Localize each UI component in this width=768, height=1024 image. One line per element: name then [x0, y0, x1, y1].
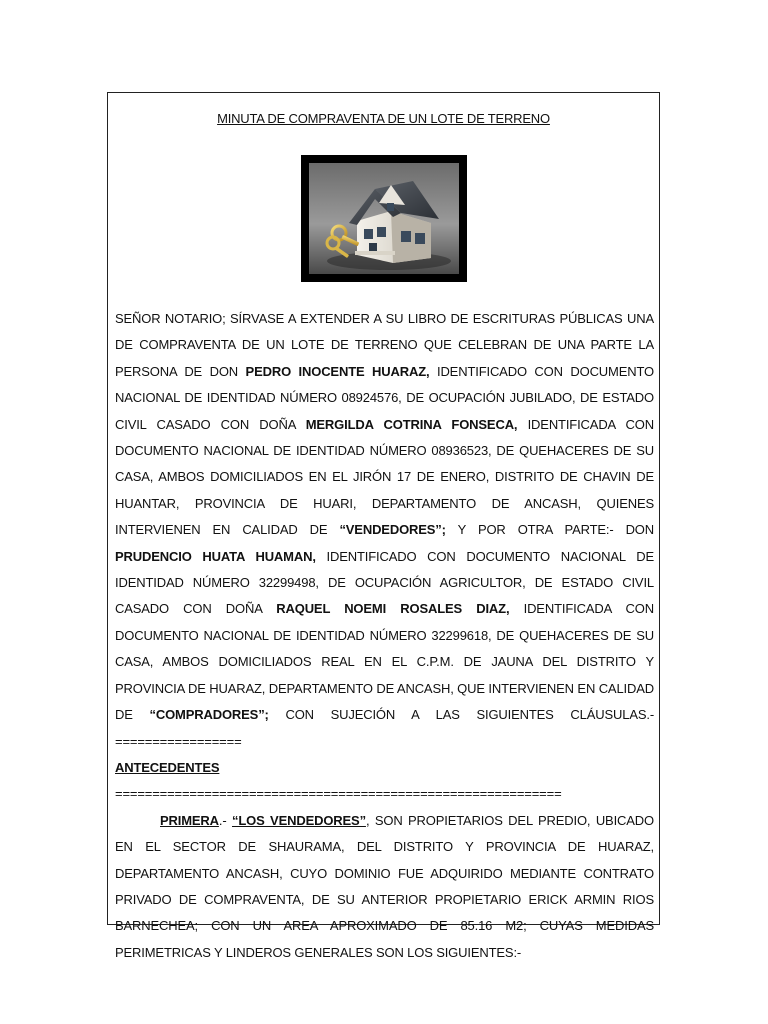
antecedentes-heading: ANTECEDENTES	[115, 759, 220, 775]
document-title: MINUTA DE COMPRAVENTA DE UN LOTE DE TERRENO	[217, 111, 550, 126]
seller-1-name: PEDRO INOCENTE HUARAZ,	[245, 363, 430, 379]
sellers-role: “VENDEDORES”;	[339, 522, 446, 538]
intro-text-4: Y POR OTRA PARTE:- DON	[457, 522, 655, 538]
house-icon	[309, 163, 459, 274]
buyers-role: “COMPRADORES”;	[149, 707, 269, 723]
clause-primera-label: PRIMERA	[160, 812, 219, 828]
antecedentes-rule: ============================================================	[115, 786, 562, 802]
intro-text-2: IDENTIFICADO CON DOCUMENTO NACIONAL DE IDENTIDAD NÚMERO 08924576, DE OCUPACIÓN JUBILADO, DE ESTADO CIVIL CASADO CON DOÑA	[115, 363, 654, 432]
house-with-keys-image	[301, 155, 467, 282]
intro-text-6: IDENTIFICADA CON DOCUMENTO NACIONAL DE IDENTIDAD NÚMERO 32299618, DE QUEHACERES DE SU CASA, AMBOS DOMICILIADOS REAL EN EL C.P.M. DE JAUNA DEL DISTRITO Y PROVINCIA DE HUARAZ, DEPARTAMENTO DE ANCASH, QUE INTERVIENEN EN CALIDAD DE	[115, 601, 654, 723]
intro-text-5: IDENTIFICADO CON DOCUMENTO NACIONAL DE IDENTIDAD NÚMERO 32299498, DE OCUPACIÓN AGRICULTOR, DE ESTADO CIVIL CASADO CON DOÑA	[115, 548, 654, 617]
intro-text-3: IDENTIFICADA CON DOCUMENTO NACIONAL DE IDENTIDAD NÚMERO 08936523, DE QUEHACERES DE SU CASA, AMBOS DOMICILIADOS EN EL JIRÓN 17 DE ENERO, DISTRITO DE CHAVIN DE HUANTAR, PROVINCIA DE HUARI, DEPARTAMENTO DE ANCASH, QUIENES INTERVIENEN EN CALIDAD DE	[115, 416, 654, 538]
seller-2-name: MERGILDA COTRINA FONSECA,	[305, 416, 518, 432]
clause-party-vendedores: “LOS VENDEDORES”	[232, 812, 366, 828]
clause-separator: .-	[218, 812, 232, 828]
clause-primera-text: , SON PROPIETARIOS DEL PREDIO, UBICADO EN EL SECTOR DE SHAURAMA, DEL DISTRITO Y PROVINCIA DE HUARAZ, DEPARTAMENTO ANCASH, CUYO DOMINIO FUE ADQUIRIDO MEDIANTE CONTRATO PRIVADO DE COMPRAVENTA, DE SU ANTERIOR PROPIETARIO ERICK ARMIN RIOS BARNECHEA; CON UN AREA APROXIMADO DE 85.16 M2; CUYAS MEDIDAS PERIMETRICAS Y LINDEROS GENERALES SON LOS SIGUIENTES:-	[115, 812, 655, 960]
contract-body	[115, 306, 654, 966]
intro-text-7: CON SUJECIÓN A LAS SIGUIENTES CLÁUSULAS.- =================	[115, 707, 655, 749]
buyer-1-name: PRUDENCIO HUATA HUAMAN,	[115, 548, 316, 564]
buyer-2-name: RAQUEL NOEMI ROSALES DIAZ,	[276, 601, 510, 617]
document-page	[107, 92, 660, 960]
intro-text-1: SEÑOR NOTARIO; SÍRVASE A EXTENDER A SU LIBRO DE ESCRITURAS PÚBLICAS UNA DE COMPRAVENTA DE UN LOTE DE TERRENO QUE CELEBRAN DE UNA PARTE LA PERSONA DE DON	[115, 311, 654, 379]
